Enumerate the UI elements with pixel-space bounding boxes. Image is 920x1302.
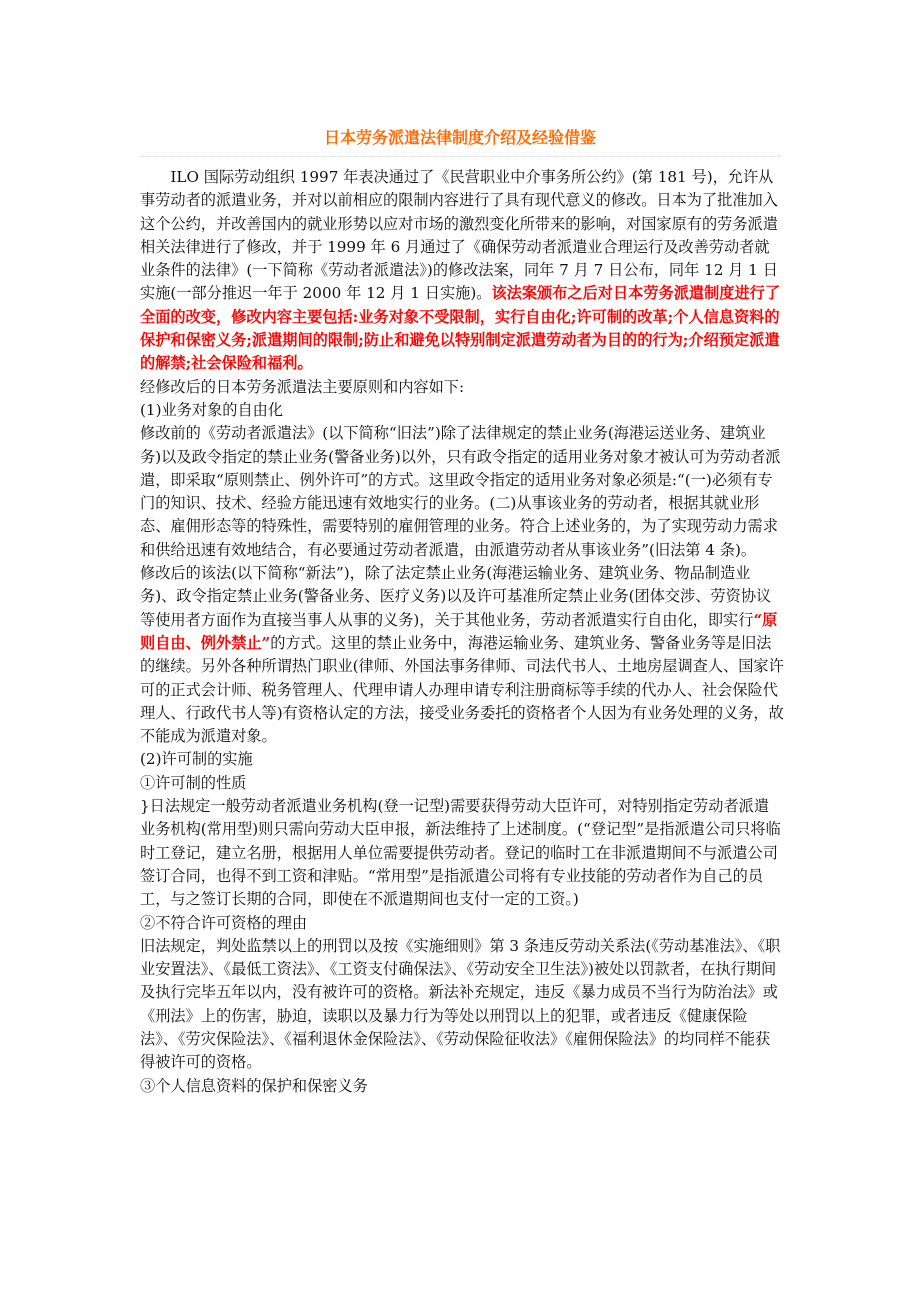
subheading-3: ③个人信息资料的保护和保密义务 bbox=[140, 1076, 368, 1095]
new-law-highlight: “原则自由、例外禁止” bbox=[140, 610, 778, 652]
intro-highlight: 该法案颁布之后对日本劳务派遣制度进行了全面的改变，修改内容主要包括:业务对象不受限制，实行自由化;许可制的改革;个人信息资料的保护和保密义务;派遣期间的限制;防止和避免以特别制定派遣劳动者为目的的行为;介绍预定派遣的解禁;社会保险和福利。 bbox=[140, 284, 781, 373]
paragraph-old-law: 修改前的《劳动者派遣法》(以下简称“旧法”)除了法律规定的禁止业务(海港运送业务、建筑业务)以及政令指定的禁止业务(警备业务)以外，只有政令指定的适用业务对象才被认可为劳动者派遣，即采取“原则禁止、例外许可”的方式。这里政令指定的适用业务对象必须是:“(一)必须有专门的知识、技术、经验方能迅速有效地实行的业务。(二)从事该业务的劳动者，根据其就业形态、雇佣形态等的特殊性，需要特别的雇佣管理的业务。符合上述业务的，为了实现劳动力需求和供给迅速有效地结合，有必要通过劳动者派遣，由派遣劳动者从事该业务”(旧法第 4 条)。 bbox=[140, 424, 781, 559]
paragraph-principles: 经修改后的日本劳务派遣法主要原则和内容如下: bbox=[140, 377, 465, 396]
new-law-text-a: 修改后的该法(以下简称“新法”)，除了法定禁止业务(海港运输业务、建筑业务、物品制造业务)、政令指定禁止业务(警备业务、医疗义务)以及许可基准所定禁止业务(团体交涉、劳资协议等使用者方面作为直接当事人从事的义务)，关于其他业务，劳动者派遣实行自由化，即实行 bbox=[140, 564, 772, 629]
section-heading-1: (1)业务对象的自由化 bbox=[140, 400, 284, 419]
intro-text: ILO 国际劳动组织 1997 年表决通过了《民营职业中介事务所公约》(第 181 号)，允许从事劳动者的派遣业务，并对以前相应的限制内容进行了具有现代意义的修改。日本为了批准加入这个公约，并改善国内的就业形势以应对市场的激烈变化所带来的影响，对国家原有的劳务派遣相关法律进行了修改，并于 1999 年 6 月通过了《确保劳动者派遣业合理运行及改善劳动者就业条件的法律》(一下简称《劳动者派遣法》)的修改法案，同年 7 月 7 日公布，同年 12 月 1 日实施(一部分推迟一年于 2000 年 12 月 1 日实施)。 bbox=[140, 168, 778, 303]
subheading-1: ①许可制的性质 bbox=[140, 773, 247, 792]
document-body bbox=[140, 166, 784, 1098]
section-heading-2: (2)许可制的实施 bbox=[140, 750, 253, 769]
paragraph-new-law bbox=[140, 562, 784, 748]
new-law-text-b: 的方式。这里的禁止业务中，海港运输业务、建筑业务、警备业务等是旧法的继续。另外各种所谓热门职业(律师、外国法事务律师、司法代书人、土地房屋调查人、国家许可的正式会计师、税务管理人、代理申请人办理申请专利注册商标等手续的代办人、社会保险代理人、行政代书人等)有资格认定的方法，接受业务委托的资格者个人因为有业务处理的义务，故不能成为派遣对象。 bbox=[140, 633, 784, 746]
paragraph-license-nature: }日法规定一般劳动者派遣业务机构(登一记型)需要获得劳动大臣许可，对特别指定劳动者派遣业务机构(常用型)则只需向劳动大臣申报，新法维持了上述制度。(“登记型”是指派遣公司只将临时工登记，建立名册，根据用人单位需要提供劳动者。登记的临时工在非派遣期间不与派遣公司签订合同，也得不到工资和津贴。“常用型”是指派遣公司将有专业技能的劳动者作为自己的员工，与之签订长期的合同，即使在不派遣期间也支付一定的工资。) bbox=[140, 797, 781, 909]
document-title: 日本劳务派遣法律制度介绍及经验借鉴 bbox=[323, 128, 596, 147]
title-divider bbox=[140, 156, 780, 157]
paragraph-intro bbox=[140, 166, 784, 376]
paragraph-disqualification: 旧法规定，判处监禁以上的刑罚以及按《实施细则》第 3 条违反劳动关系法(《劳动基准法》、《职业安置法》、《最低工资法》、《工资支付确保法》、《劳动安全卫生法》)被处以罚款者，在执行期间及执行完毕五年以内，没有被许可的资格。新法补充规定，违反《暴力成员不当行为防治法》或《刑法》上的伤害，胁迫，读职以及暴力行为等处以刑罚以上的犯罪，或者违反《健康保险法》、《劳灾保险法》、《福利退休金保险法》、《劳动保险征收法》《雇佣保险法》的均同样不能获得被许可的资格。 bbox=[140, 936, 781, 1072]
subheading-2: ②不符合许可资格的理由 bbox=[140, 913, 308, 932]
